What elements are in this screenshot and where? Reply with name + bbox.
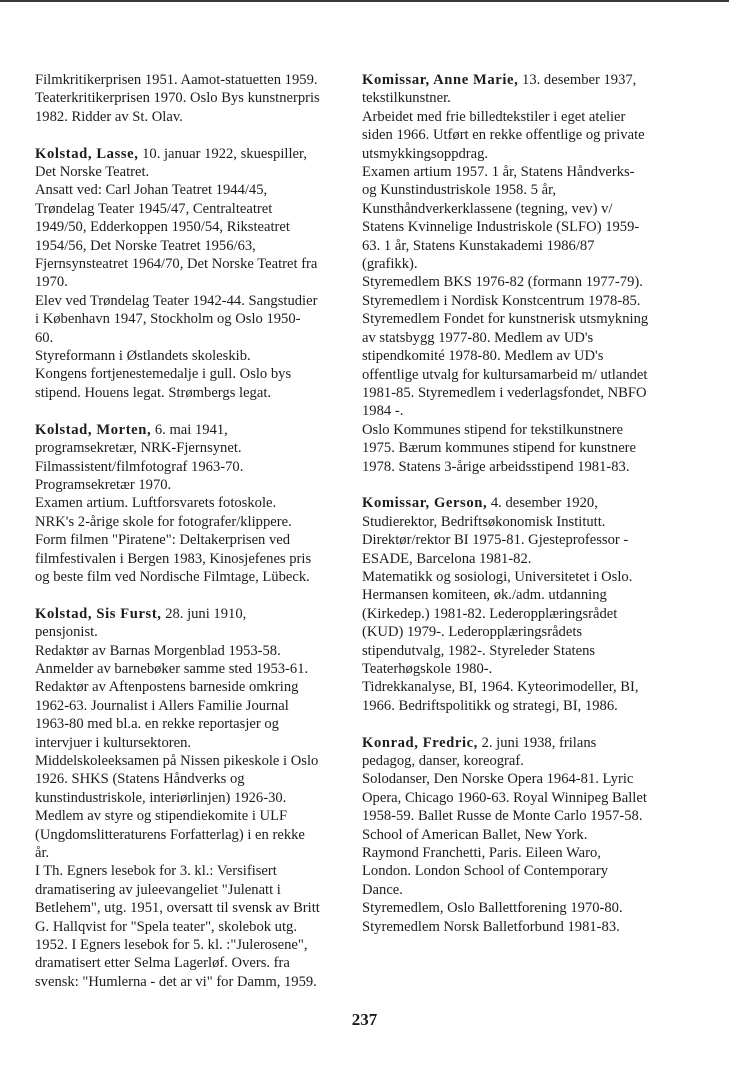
biography-entry (35, 421, 340, 587)
person-name: Komissar, Anne Marie, (362, 72, 519, 88)
text-line: Examen artium. Luftforsvarets fotoskole. (35, 495, 277, 512)
text-line: Trøndelag Teater 1945/47, Centralteatret (35, 200, 273, 217)
text-line: utsmykkingsoppdrag. (362, 145, 489, 162)
text-line: 1926. SHKS (Statens Håndverks og (35, 771, 245, 788)
person-name: Kolstad, Sis Furst, (35, 605, 162, 622)
text-line: filmfestivalen i Bergen 1983, Kinosjefenes pris (35, 550, 312, 567)
text-line: Opera, Chicago 1960-63. Royal Winnipeg Ballet (362, 789, 647, 806)
text-line: dramatisert etter Selma Lagerløf. Overs. fra (35, 955, 290, 972)
text-line: av statsbygg 1977-80. Medlem av UD's (362, 329, 594, 346)
entry-heading (362, 71, 672, 89)
entry-intro: 28. juni 1910, (161, 605, 247, 622)
text-line: NRK's 2-årige skole for fotografer/klippere. (35, 513, 292, 530)
entry-heading (35, 421, 340, 439)
text-line: 1966. Bedriftspolitikk og strategi, BI, 1986. (362, 697, 618, 714)
page-number: 237 (351, 1010, 378, 1029)
text-line: Tidrekkanalyse, BI, 1964. Kyteorimodeller, BI, (362, 679, 639, 696)
entry-intro: 6. mai 1941, (151, 421, 228, 438)
text-line: 1954/56, Det Norske Teatret 1956/63, (35, 237, 256, 254)
text-line: 1975. Bærum kommunes stipend for kunstnere (362, 440, 637, 457)
text-line: programsekretær, NRK-Fjernsynet. (35, 440, 242, 457)
text-line: pensjonist. (35, 624, 98, 641)
text-line: Det Norske Teatret. (35, 164, 150, 181)
text-line: Redaktør av Barnas Morgenblad 1953-58. (35, 642, 281, 659)
entry-intro: 2. juni 1938, frilans (477, 734, 597, 751)
text-line: Middelskoleeksamen på Nissen pikeskole i Oslo (35, 752, 319, 769)
text-line: School of American Ballet, New York. (362, 826, 588, 843)
biography-entry (362, 71, 672, 476)
text-line: Styremedlem Norsk Balletforbund 1981-83. (362, 918, 620, 935)
text-line: Filmassistent/filmfotograf 1963-70. (35, 458, 244, 475)
text-line: (grafikk). (362, 256, 418, 273)
text-line: Kunsthåndverkerklassene (tegning, vev) v/ (362, 200, 613, 217)
text-line: tekstilkunstner. (362, 90, 451, 107)
text-line: 1962-63. Journalist i Allers Familie Journal (35, 697, 289, 714)
text-line: 1949/50, Edderkoppen 1950/54, Riksteatret (35, 219, 290, 236)
text-line: Solodanser, Den Norske Opera 1964-81. Lyric (362, 771, 634, 788)
text-line: Styremedlem i Nordisk Konstcentrum 1978-85. (362, 292, 641, 309)
text-line: Studierektor, Bedriftsøkonomisk Institutt. (362, 513, 606, 530)
text-line: 1984 -. (362, 403, 404, 420)
text-line: Statens Kvinnelige Industriskole (SLFO) 1959- (362, 219, 640, 236)
text-line: (Ungdomslitteraturens Forfatterlag) i en rekke (35, 826, 305, 843)
text-line: stipend. Houens legat. Strømbergs legat. (35, 384, 272, 401)
text-line: Styreformann i Østlandets skoleskib. (35, 348, 251, 365)
text-line: Styremedlem Fondet for kunstnerisk utsmykning (362, 311, 649, 328)
text-line: Styremedlem BKS 1976-82 (formann 1977-79). (362, 274, 643, 291)
text-line: London. London School of Contemporary (362, 863, 609, 880)
text-line: Matematikk og sosiologi, Universitetet i Oslo. (362, 568, 633, 585)
biography-entry (35, 145, 340, 403)
text-line: Hermansen komiteen, øk./adm. utdanning (362, 587, 607, 604)
text-line: siden 1966. Utført en rekke offentlige og private (362, 127, 645, 144)
text-line: i København 1947, Stockholm og Oslo 1950- (35, 311, 301, 328)
text-line: Arbeidet med frie billedtekstiler i eget atelier (362, 108, 626, 125)
text-line: Direktør/rektor BI 1975-81. Gjesteprofessor - (362, 532, 629, 549)
person-name: Konrad, Fredric, (362, 734, 478, 751)
text-line: (Kirkedep.) 1981-82. Lederopplæringsrådet (362, 605, 618, 622)
text-line: offentlige utvalg for kultursamarbeid m/ utlandet (362, 366, 648, 383)
text-line: Filmkritikerprisen 1951. Aamot-statuetten 1959. (35, 72, 318, 88)
right-column (362, 71, 672, 954)
text-line: Examen artium 1957. 1 år, Statens Håndverks- (362, 164, 635, 181)
biography-entry (362, 734, 672, 936)
text-line: Fjernsynsteatret 1964/70, Det Norske Teatret fra (35, 256, 318, 273)
text-line: ESADE, Barcelona 1981-82. (362, 550, 532, 567)
text-line: 1978. Statens 3-årige arbeidsstipend 1981-83. (362, 458, 630, 475)
entry-heading (35, 145, 340, 163)
text-line: Teaterhøgskole 1980-. (362, 660, 493, 677)
text-line: Raymond Franchetti, Paris. Eileen Waro, (362, 845, 601, 862)
entry-heading (362, 494, 672, 512)
biography-entry (35, 71, 340, 126)
text-line: pedagog, danser, koreograf. (362, 753, 524, 769)
text-line: kunstindustriskole, interiørlinjen) 1926-30. (35, 789, 287, 806)
person-name: Komissar, Gerson, (362, 495, 488, 512)
text-line: 1982. Ridder av St. Olav. (35, 108, 183, 125)
text-line: 1958-59. Ballet Russe de Monte Carlo 1957-58. (362, 808, 643, 825)
text-line: og beste film ved Nordische Filmtage, Lübeck. (35, 568, 310, 585)
text-line: svensk: "Humlerna - det ar vi" for Damm, 1959. (35, 973, 317, 990)
text-line: Form filmen "Piratene": Deltakerprisen ved (35, 532, 291, 549)
text-line: Betlehem", utg. 1951, oversatt til svensk av Britt (35, 900, 320, 917)
text-line: og Kunstindustriskole 1958. 5 år, (362, 182, 556, 199)
text-line: Programsekretær 1970. (35, 476, 172, 493)
biography-entry (35, 605, 340, 992)
entry-intro: 13. desember 1937, (518, 72, 637, 88)
entry-heading (362, 734, 672, 752)
text-line: (KUD) 1979-. Lederopplæringsrådets (362, 624, 583, 641)
text-line: Elev ved Trøndelag Teater 1942-44. Sangstudier (35, 292, 318, 309)
top-rule (0, 0, 729, 2)
text-line: stipendutvalg, 1982-. Styreleder Statens (362, 642, 596, 659)
text-line: intervjuer i kultursektoren. (35, 734, 192, 751)
text-line: år. (35, 845, 50, 862)
text-line: G. Hallqvist for "Spela teater", skolebok utg. (35, 918, 297, 935)
text-line: dramatisering av juleevangeliet "Julenatt i (35, 881, 281, 898)
entry-heading (35, 605, 340, 623)
left-column (35, 71, 340, 1010)
text-line: stipendkomité 1978-80. Medlem av UD's (362, 348, 604, 365)
text-line: 60. (35, 329, 54, 346)
text-line: Ansatt ved: Carl Johan Teatret 1944/45, (35, 182, 268, 199)
entry-intro: 10. januar 1922, skuespiller, (138, 145, 307, 162)
text-line: Medlem av styre og stipendiekomite i ULF (35, 808, 288, 825)
entry-intro: 4. desember 1920, (487, 495, 598, 512)
text-line: 1970. (35, 274, 68, 291)
text-line: Anmelder av barnebøker samme sted 1953-61. (35, 660, 309, 677)
text-line: Dance. (362, 881, 403, 898)
text-line: Kongens fortjenestemedalje i gull. Oslo bys (35, 366, 292, 383)
text-line: Styremedlem, Oslo Ballettforening 1970-80. (362, 900, 623, 917)
text-line: 1952. I Egners lesebok for 5. kl. :"Julerosene", (35, 937, 308, 954)
person-name: Kolstad, Morten, (35, 421, 152, 438)
text-line: Oslo Kommunes stipend for tekstilkunstnere (362, 421, 624, 438)
text-line: Teaterkritikerprisen 1970. Oslo Bys kunstnerpris (35, 90, 320, 107)
person-name: Kolstad, Lasse, (35, 145, 139, 162)
text-line: 1963-80 med bl.a. en rekke reportasjer og (35, 716, 279, 733)
biography-entry (362, 494, 672, 715)
text-line: 1981-85. Styremedlem i vederlagsfondet, NBFO (362, 384, 647, 401)
text-line: Redaktør av Aftenpostens barneside omkring (35, 679, 299, 696)
text-line: 63. 1 år, Statens Kunstakademi 1986/87 (362, 237, 595, 254)
text-line: I Th. Egners lesebok for 3. kl.: Versifisert (35, 863, 277, 880)
